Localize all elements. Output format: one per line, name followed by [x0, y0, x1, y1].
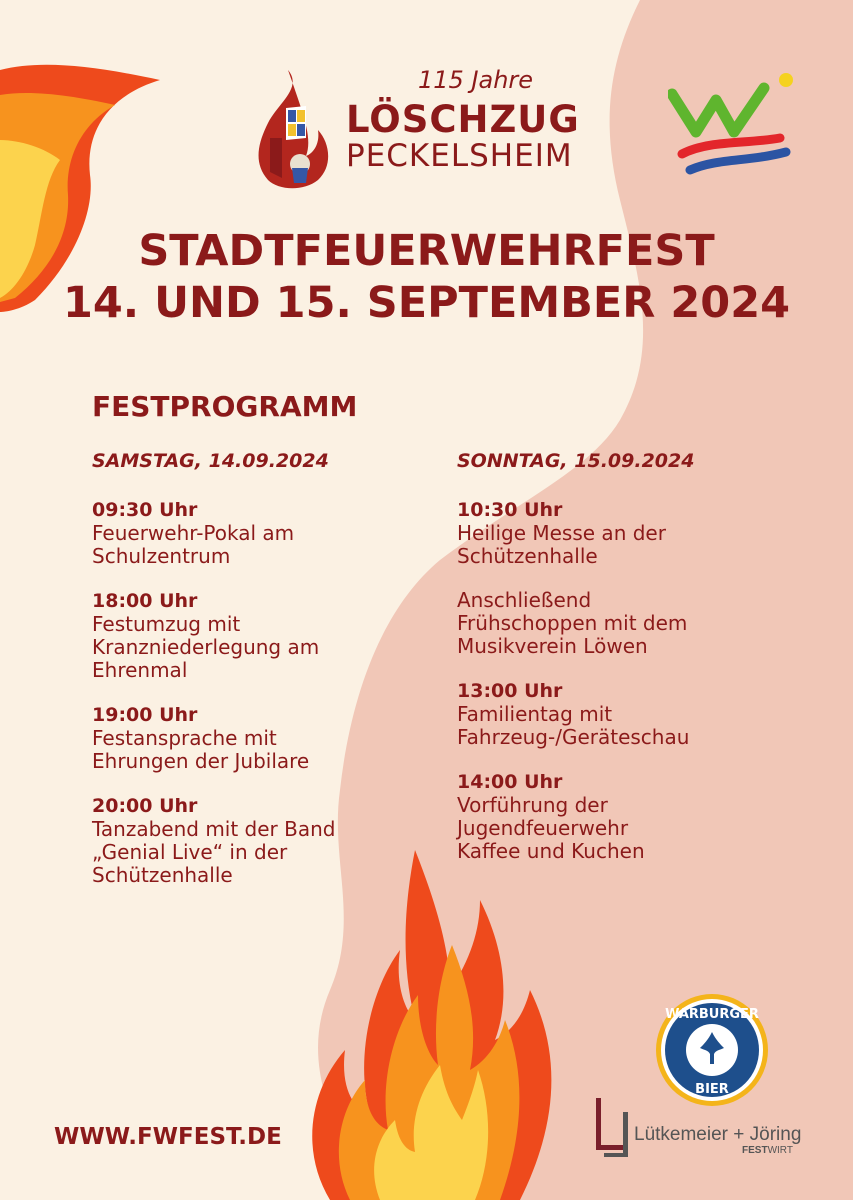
festwirt-name: Lütkemeier + Jöring [634, 1124, 802, 1145]
program-title: FESTPROGRAMM [92, 390, 358, 423]
warburger-bier-logo-icon [654, 992, 770, 1108]
program-item [457, 679, 807, 749]
item-desc-line: Festansprache mit [92, 726, 277, 750]
website-link[interactable]: WWW.FWFEST.DE [54, 1124, 282, 1150]
item-desc-line: Ehrungen der Jubilare [92, 749, 310, 773]
item-time: 20:00 Uhr [92, 795, 198, 817]
program-item [92, 589, 442, 682]
item-desc-line: Jugendfeuerwehr [457, 816, 629, 840]
sunday-day: SONNTAG, 15.09.2024 [457, 450, 695, 472]
beer-logo-bottom-text: BIER [695, 1082, 729, 1097]
item-time: 18:00 Uhr [92, 590, 198, 612]
anniversary-label: 115 Jahre [418, 66, 534, 94]
item-desc-line: Fahrzeug-/Geräteschau [457, 725, 690, 749]
item-desc-line: Anschließend [457, 588, 592, 612]
item-time: 09:30 Uhr [92, 499, 198, 521]
item-desc-line: Kranzniederlegung am [92, 635, 320, 659]
program-item [457, 770, 807, 863]
program-item [92, 498, 442, 568]
item-desc-line: Schulzentrum [92, 544, 231, 568]
festwirt-logo-icon [596, 1098, 630, 1158]
item-desc-line: Schützenhalle [92, 863, 233, 887]
item-desc-line: Heilige Messe an der [457, 521, 666, 545]
headline-date: 14. UND 15. SEPTEMBER 2024 [62, 278, 791, 328]
item-time: 10:30 Uhr [457, 499, 563, 521]
beer-logo-top-text: WARBURGER [665, 1007, 759, 1022]
program-item [92, 703, 442, 773]
item-time: 19:00 Uhr [92, 704, 198, 726]
item-desc-line: Frühschoppen mit dem [457, 611, 688, 635]
festwirt-subtitle [742, 1145, 793, 1156]
sunday-column [457, 450, 807, 884]
festwirt-sub-bold: FEST [742, 1145, 768, 1156]
item-desc-line: Ehrenmal [92, 658, 188, 682]
org-name: LÖSCHZUG [346, 98, 580, 141]
program-item [457, 589, 807, 658]
w-logo-icon [668, 70, 798, 178]
item-time: 13:00 Uhr [457, 680, 563, 702]
item-desc-line: Tanzabend mit der Band [92, 817, 336, 841]
item-desc-line: „Genial Live“ in der [92, 840, 288, 864]
saturday-day: SAMSTAG, 14.09.2024 [92, 450, 329, 472]
loeschzug-emblem-icon [248, 68, 338, 193]
item-desc-line: Familientag mit [457, 702, 613, 726]
saturday-column [92, 450, 442, 908]
headline-title: STADTFEUERWEHRFEST [138, 226, 715, 276]
item-desc-line: Kaffee und Kuchen [457, 839, 645, 863]
program-item [92, 794, 442, 887]
festwirt-sub-regular: WIRT [767, 1145, 793, 1156]
item-desc-line: Vorführung der [457, 793, 608, 817]
item-desc-line: Musikverein Löwen [457, 634, 648, 658]
item-time: 14:00 Uhr [457, 771, 563, 793]
item-desc-line: Festumzug mit [92, 612, 241, 636]
org-place: PECKELSHEIM [346, 138, 573, 174]
item-desc-line: Schützenhalle [457, 544, 598, 568]
program-item [457, 498, 807, 568]
item-desc-line: Feuerwehr-Pokal am [92, 521, 295, 545]
